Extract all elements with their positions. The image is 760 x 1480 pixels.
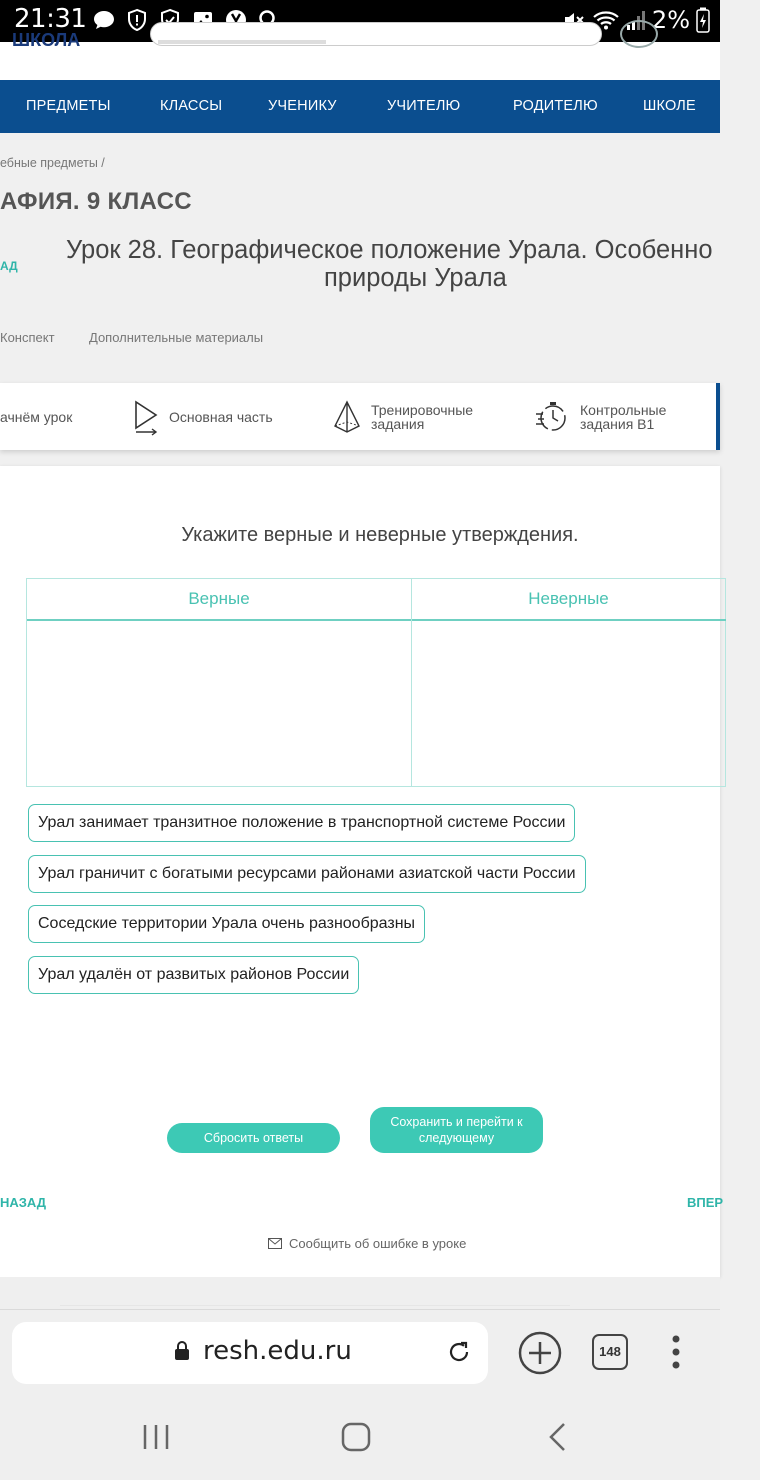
breadcrumb[interactable]: ебные предметы / [0,156,105,170]
main-nav [0,80,720,133]
column-divider [411,579,412,786]
tab-count-button[interactable]: 148 [592,1334,628,1370]
step-main[interactable] [133,383,273,450]
new-tab-icon[interactable] [517,1330,563,1376]
shield-alert-icon [125,8,149,32]
drop-zone-true[interactable] [27,621,411,786]
step-start[interactable] [0,383,72,450]
answer-table [26,578,726,787]
nav-item-school[interactable]: ШКОЛЕ [643,98,696,114]
save-next-line2: следующему [418,1131,495,1145]
site-header [0,30,720,80]
column-header-false: Неверные [411,579,726,621]
site-search-fill [158,40,326,44]
nav-item-teacher[interactable]: УЧИТЕЛЮ [387,98,461,114]
battery-charging-icon [696,7,710,33]
step-training-line2: задания [371,415,425,432]
step-training[interactable] [333,383,473,450]
pyramid-icon [333,400,361,434]
recent-apps-icon[interactable] [141,1422,171,1452]
step-control-line1: Контрольные [580,401,667,418]
lesson-title-line1: Урок 28. Географическое положение Урала. Особенно [66,236,713,264]
reset-answers-button[interactable]: Сбросить ответы [167,1123,340,1153]
report-error-link[interactable] [268,1236,466,1251]
timer-icon [534,400,570,434]
step-control-line2: задания В1 [580,415,655,432]
menu-dots-icon[interactable] [670,1334,682,1370]
lock-icon [174,1340,190,1362]
chat-bubble-icon [92,8,116,32]
reload-icon[interactable] [446,1339,472,1365]
save-next-button[interactable] [370,1107,543,1153]
back-button[interactable]: НАЗАД [0,1195,47,1210]
column-header-true: Верные [27,579,411,621]
back-nav-icon[interactable] [546,1421,570,1453]
task-question: Укажите верные и неверные утверждения. [181,524,579,546]
step-control[interactable] [534,383,666,450]
statement-chip[interactable]: Соседские территории Урала очень разнообразны [28,905,425,943]
nav-item-classes[interactable]: КЛАССЫ [160,98,223,114]
lesson-title [0,236,713,264]
step-training-label [371,403,473,431]
battery-percent: 2% [651,6,690,34]
statement-chip[interactable]: Урал граничит с богатыми ресурсами районами азиатской части России [28,855,586,893]
nav-item-student[interactable]: УЧЕНИКУ [268,98,337,114]
urlbar-arrow [500,1322,504,1384]
save-next-line1: Сохранить и перейти к [390,1115,523,1129]
user-avatar[interactable] [620,20,658,48]
report-error-label: Сообщить об ошибке в уроке [289,1236,467,1251]
subject-heading: АФИЯ. 9 КЛАСС [0,188,192,215]
lesson-title-line2: природы Урала [324,264,507,292]
chrome-divider [0,1309,720,1310]
statement-chip[interactable]: Урал занимает транзитное положение в транспортной системе России [28,804,575,842]
scroll-hint [60,1305,570,1306]
nav-item-subjects[interactable]: ПРЕДМЕТЫ [26,98,111,114]
home-icon[interactable] [340,1421,372,1453]
statement-chip[interactable]: Урал удалён от развитых районов России [28,956,359,994]
nav-item-parent[interactable]: РОДИТЕЛЮ [513,98,598,114]
step-control-label [580,403,666,431]
mail-icon [268,1238,282,1249]
forward-button[interactable]: ВПЕР [687,1195,724,1210]
system-nav-bar [0,1394,720,1480]
step-training-line1: Тренировочные [371,401,474,418]
step-start-label: ачнём урок [0,408,73,425]
tab-extra-materials[interactable]: Дополнительные материалы [89,330,264,345]
status-time: 21:31 [14,4,87,34]
drop-zone-false[interactable] [412,621,726,786]
play-icon [133,399,159,435]
lesson-steps [0,383,720,450]
back-link[interactable]: АД [0,259,18,273]
url-text[interactable]: resh.edu.ru [203,1336,352,1366]
step-main-label: Основная часть [169,408,273,425]
tab-summary[interactable]: Конспект [0,330,55,345]
step-scroll-indicator [716,383,720,450]
site-logo[interactable]: ШКОЛА [12,30,81,50]
